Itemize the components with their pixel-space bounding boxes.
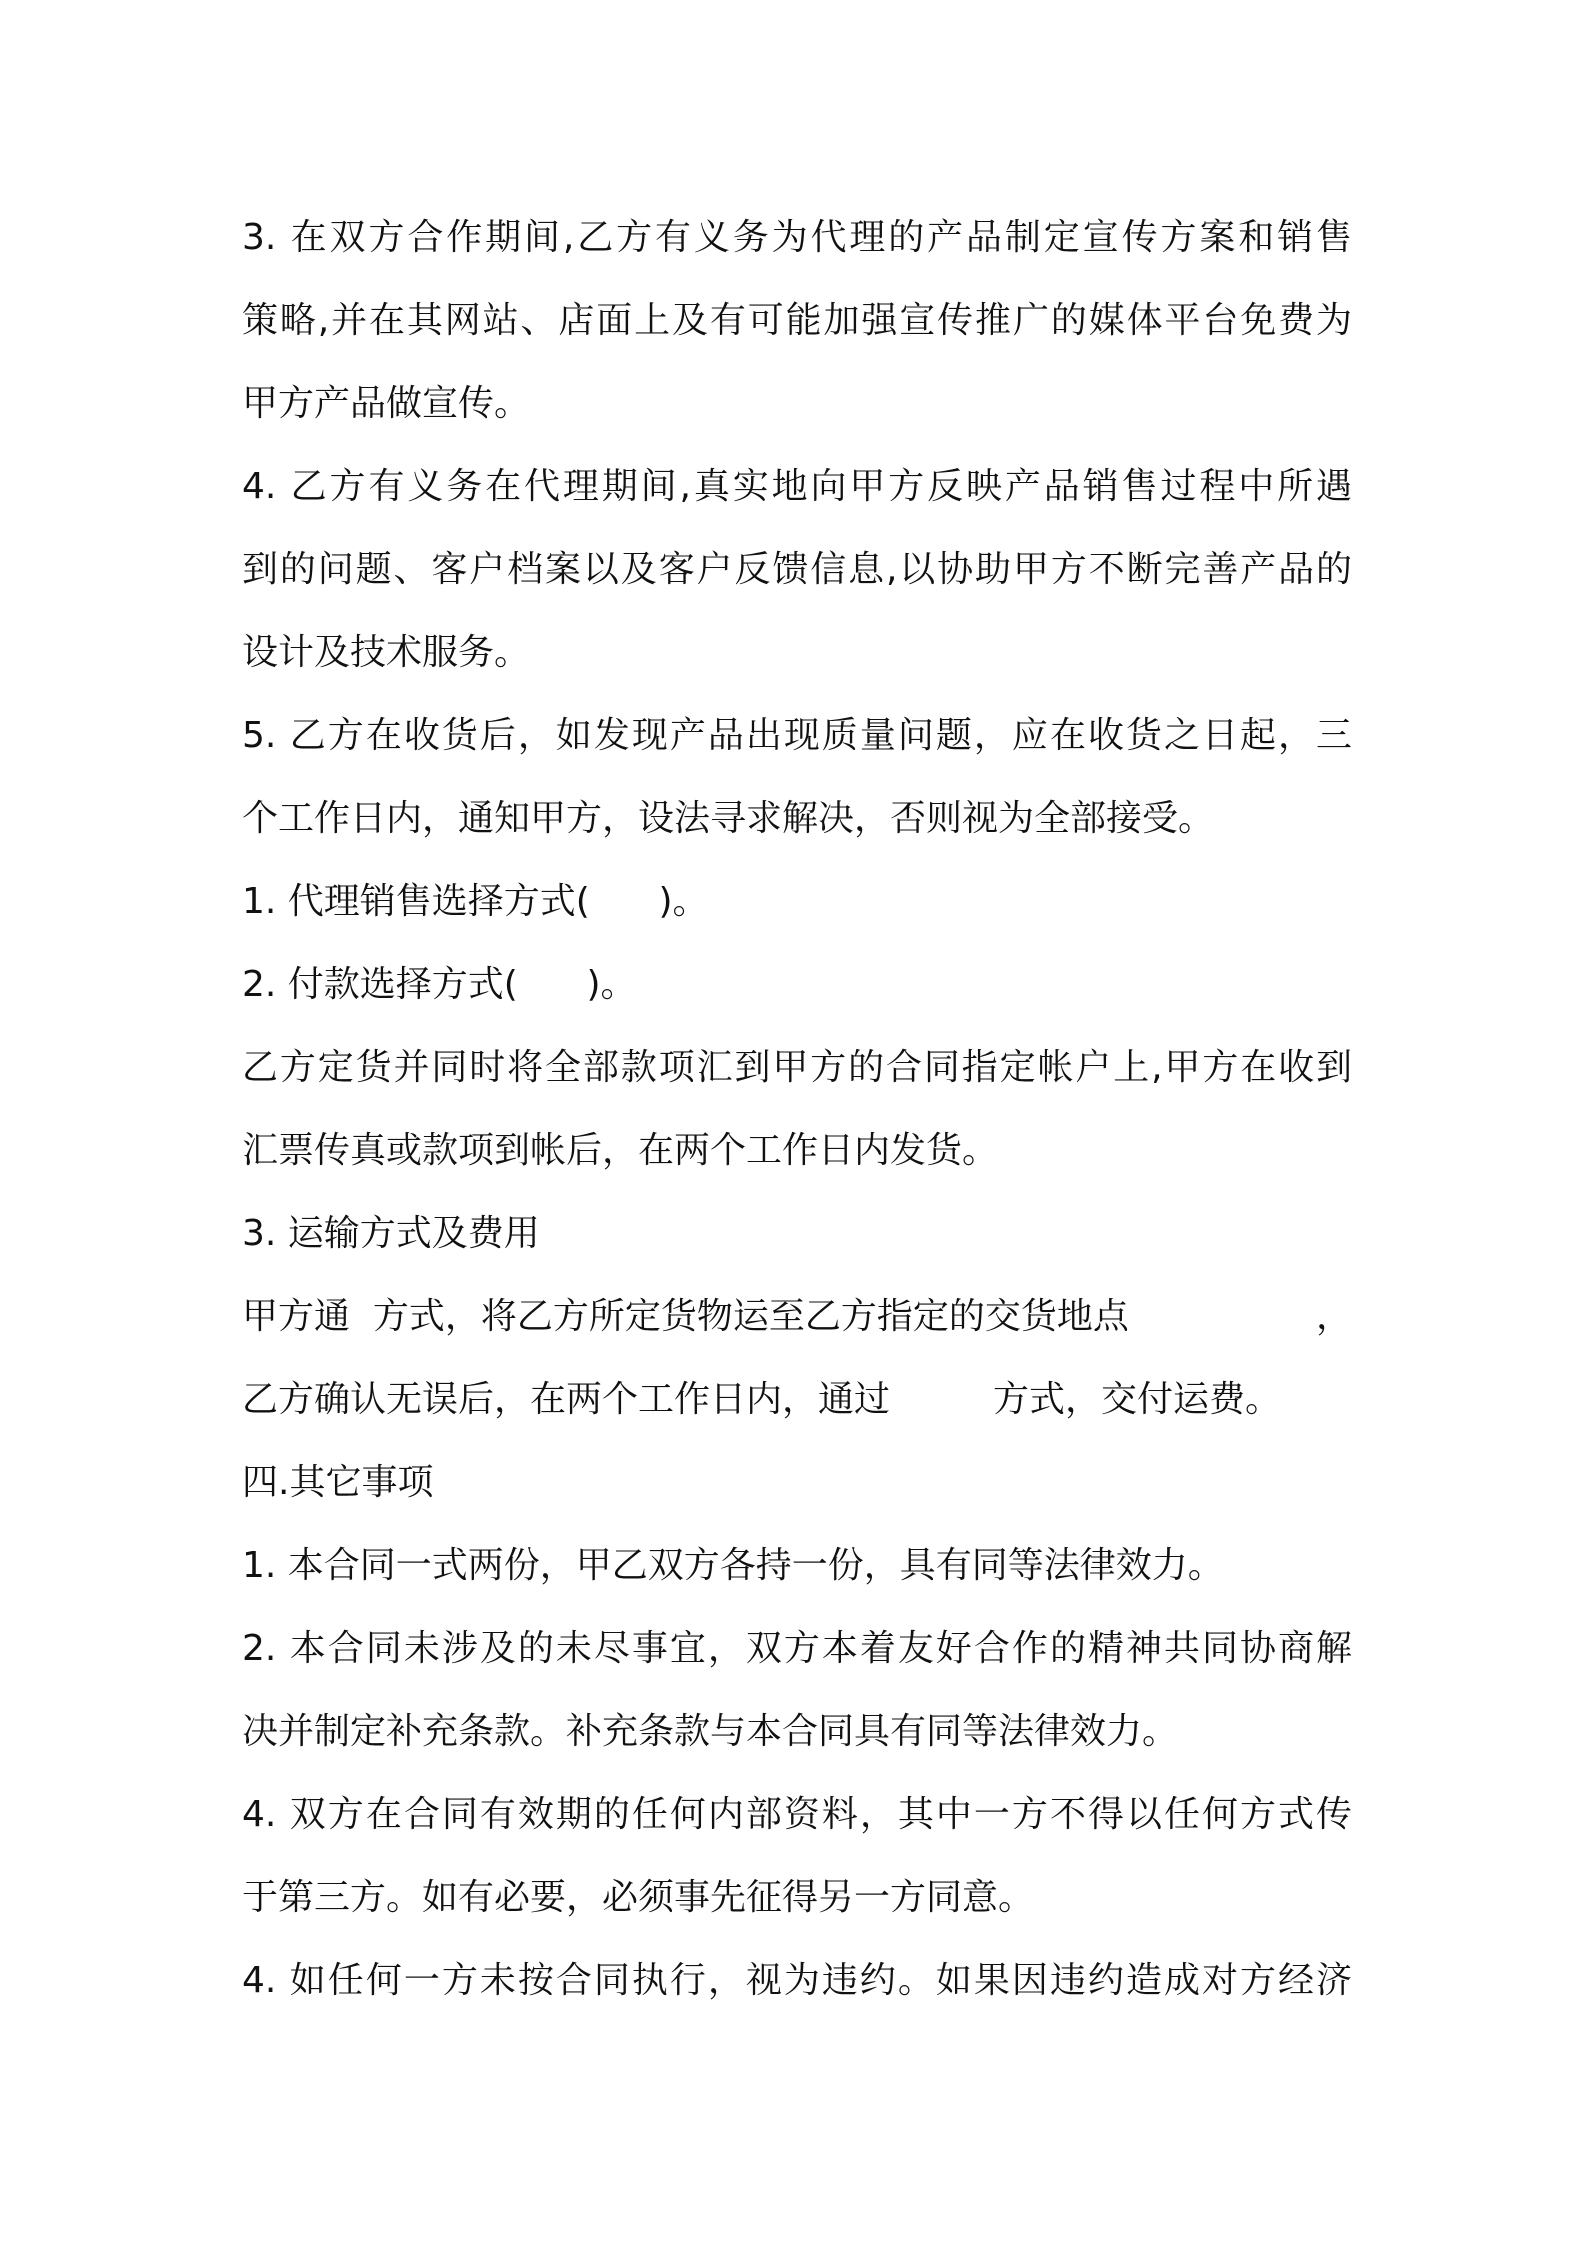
text-line: 乙方定货并同时将全部款项汇到甲方的合同指定帐户上,甲方在收到 bbox=[242, 1047, 1352, 1088]
text-line: 1. 本合同一式两份，甲乙双方各持一份，具有同等法律效力。 bbox=[242, 1545, 1224, 1586]
text-line: 5. 乙方在收货后，如发现产品出现质量问题，应在收货之日起，三 bbox=[242, 715, 1352, 756]
text-line: 2. 本合同未涉及的未尽事宜，双方本着友好合作的精神共同协商解 bbox=[242, 1628, 1352, 1669]
text-line: 1. 代理销售选择方式( )。 bbox=[242, 881, 709, 922]
text-line: 汇票传真或款项到帐后，在两个工作日内发货。 bbox=[242, 1130, 999, 1171]
text-line: 到的问题、客户档案以及客户反馈信息,以协助甲方不断完善产品的 bbox=[242, 549, 1352, 590]
section-heading: 四.其它事项 bbox=[242, 1462, 434, 1503]
text-segment: ， bbox=[1315, 1296, 1352, 1337]
text-line: 决并制定补充条款。补充条款与本合同具有同等法律效力。 bbox=[242, 1711, 1179, 1752]
text-line: 4. 双方在合同有效期的任何内部资料，其中一方不得以任何方式传 bbox=[242, 1794, 1352, 1835]
text-line: 2. 付款选择方式( )。 bbox=[242, 964, 637, 1005]
text-line: 3. 运输方式及费用 bbox=[242, 1213, 540, 1254]
text-line: 设计及技术服务。 bbox=[242, 632, 531, 673]
text-segment: 甲方通 方式，将乙方所定货物运至乙方指定的交货地点 bbox=[242, 1296, 1129, 1337]
text-line: 于第三方。如有必要，必须事先征得另一方同意。 bbox=[242, 1877, 1035, 1918]
text-line: 3. 在双方合作期间,乙方有义务为代理的产品制定宣传方案和销售 bbox=[242, 217, 1352, 258]
text-line: 乙方确认无误后，在两个工作日内，通过 方式，交付运费。 bbox=[242, 1379, 1281, 1420]
text-line: 策略,并在其网站、店面上及有可能加强宣传推广的媒体平台免费为 bbox=[242, 300, 1352, 341]
text-line: 4. 乙方有义务在代理期间,真实地向甲方反映产品销售过程中所遇 bbox=[242, 466, 1352, 507]
text-line: 4. 如任何一方未按合同执行，视为违约。如果因违约造成对方经济 bbox=[242, 1960, 1352, 2001]
text-line: 个工作日内，通知甲方，设法寻求解决，否则视为全部接受。 bbox=[242, 798, 1215, 839]
text-line: 甲方产品做宣传。 bbox=[242, 383, 531, 424]
text-line bbox=[242, 1275, 1352, 1358]
contract-text bbox=[242, 196, 1352, 2022]
